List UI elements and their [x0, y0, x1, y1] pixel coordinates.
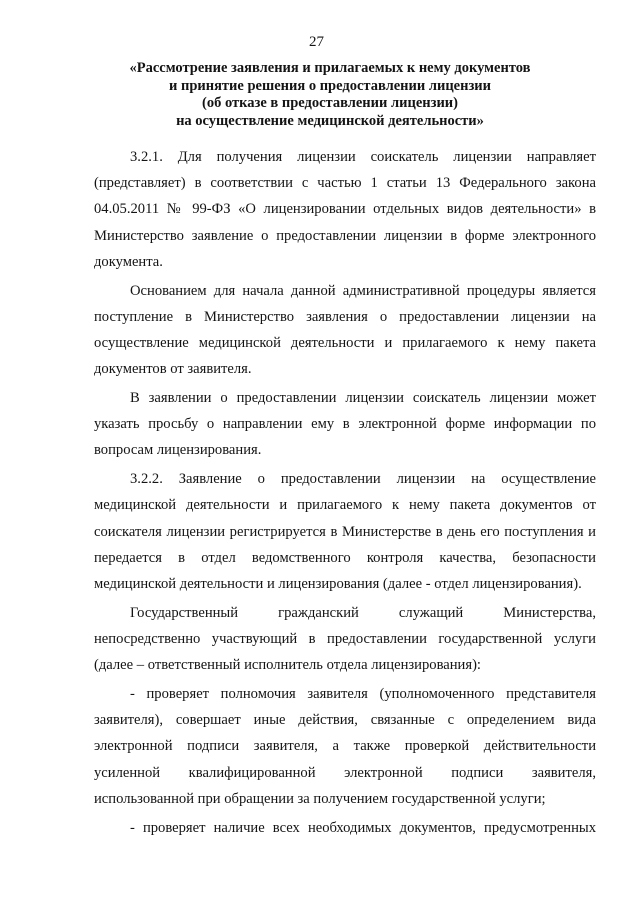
paragraph-checks-documents: - проверяет наличие всех необходимых документов, предусмотренных: [130, 819, 596, 836]
paragraph-electronic-request: В заявлении о предоставлении лицензии соискатель лицензии может указать просьбу о направлении ему в электронной форме информации по вопросам лицензирования.: [94, 390, 596, 459]
page-number: 27: [309, 34, 324, 50]
section-heading: [60, 60, 600, 130]
heading-line: (об отказе в предоставлении лицензии): [202, 95, 458, 111]
paragraph-3-2-2: 3.2.2. Заявление о предоставлении лицензии на осуществление медицинской деятельности и прилагаемого к нему пакета документов от соискателя лицензии регистрируется в Министерстве в день его поступления и передается в отдел ведомственного контроля качества, безопасности медицинской деятельности и лицензирования (далее - отдел лицензирования).: [94, 471, 596, 593]
paragraph-procedure-basis: Основанием для начала данной административной процедуры является поступление в Министерство заявления о предоставлении лицензии на осуществление медицинской деятельности и прилагаемого к нему пакета документов от заявителя.: [94, 282, 596, 378]
paragraph-civil-servant: Государственный гражданский служащий Министерства, непосредственно участвующий в предоставлении государственной услуги (далее – ответственный исполнитель отдела лицензирования):: [94, 604, 596, 674]
paragraph-3-2-1: 3.2.1. Для получения лицензии соискатель лицензии направляет (представляет) в соответствии с частью 1 статьи 13 Федерального закона 04.05.2011 № 99-ФЗ «О лицензировании отдельных видов деятельности» в Министерство заявление о предоставлении лицензии в форме электронного документа.: [94, 149, 596, 270]
heading-line: на осуществление медицинской деятельности»: [176, 112, 484, 129]
paragraph-checks-authority: - проверяет полномочия заявителя (уполномоченного представителя заявителя), совершает иные действия, связанные с определением вида электронной подписи заявителя, а также проверкой действительности усиленной квалифицированной электронной подписи заявителя, использованной при обращении за получением государственной услуги;: [94, 686, 596, 807]
body-text: [94, 144, 596, 843]
heading-line: и принятие решения о предоставлении лицензии: [168, 77, 492, 94]
heading-line: «Рассмотрение заявления и прилагаемых к нему документов: [129, 60, 531, 76]
